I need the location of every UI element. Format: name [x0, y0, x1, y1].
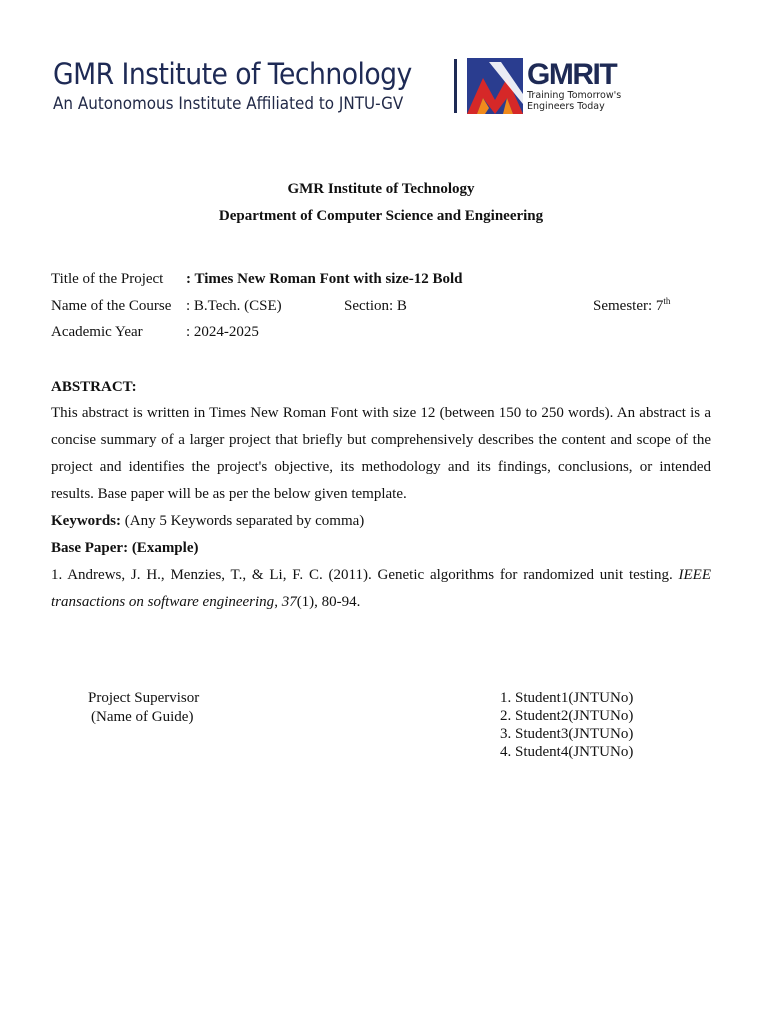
student-item: 2. Student2(JNTUNo) [500, 708, 634, 724]
department-heading: Department of Computer Science and Engineering [218, 208, 544, 224]
institute-heading: GMR Institute of Technology [287, 181, 475, 197]
logo-brand [527, 60, 621, 112]
student-item: 4. Student4(JNTUNo) [500, 744, 634, 760]
base-paper-heading: Base Paper: (Example) [51, 540, 199, 556]
reference-journal: IEEE transactions on software engineering [51, 567, 711, 610]
abstract-body: This abstract is written in Times New Roman Font with size 12 (between 150 to 250 words). An abstract is a concise summary of a larger project that briefly but comprehensively describes the content and scope of the project and identifies the project's objective, its methodology and its findings, conclusions, or intended results. Base paper will be as per the below given template. [51, 405, 711, 502]
project-supervisor-label: Project Supervisor [88, 690, 200, 706]
course-value: : B.Tech. (CSE) [186, 298, 282, 314]
abstract-heading: ABSTRACT: [51, 379, 137, 395]
course-label: Name of the Course [51, 298, 172, 314]
semester-value [593, 297, 670, 316]
student-item: 3. Student3(JNTUNo) [500, 726, 634, 742]
gmrit-emblem-icon [467, 58, 523, 114]
logo-tagline-line1: Training Tomorrow's [527, 90, 622, 101]
student-item: 1. Student1(JNTUNo) [500, 690, 634, 706]
keywords-label: Keywords: [51, 513, 121, 529]
logo-banner [53, 50, 625, 122]
semester-label: Semester: 7 [593, 298, 664, 314]
logo-subtitle: An Autonomous Institute Affiliated to JNTU-GV [53, 94, 404, 113]
guide-name-label: (Name of Guide) [91, 709, 194, 725]
reference-separator: , [274, 594, 282, 610]
semester-suffix: th [663, 296, 671, 306]
section-value: Section: B [344, 298, 407, 314]
reference-volume: 37 [281, 594, 297, 610]
academic-year-value: : 2024-2025 [186, 324, 259, 340]
academic-year-label: Academic Year [51, 324, 143, 340]
student-list [500, 689, 633, 761]
reference-authors: 1. Andrews, J. H., Menzies, T., & Li, F. C. (2011). Genetic algorithms for randomized unit testing. [51, 567, 679, 583]
logo-divider [454, 59, 457, 113]
logo-text-block [53, 57, 448, 115]
keywords-text: (Any 5 Keywords separated by comma) [121, 513, 365, 529]
project-title-value: : Times New Roman Font with size-12 Bold [186, 271, 463, 287]
project-title-label: Title of the Project [51, 271, 164, 287]
logo-brand-name: GMRIT [527, 58, 617, 91]
keywords-line [51, 508, 711, 535]
logo-tagline-line2: Engineers Today [527, 101, 605, 112]
logo-title: GMR Institute of Technology [53, 57, 412, 91]
reference-pages: (1), 80-94. [296, 594, 361, 610]
base-paper-reference [51, 562, 711, 616]
